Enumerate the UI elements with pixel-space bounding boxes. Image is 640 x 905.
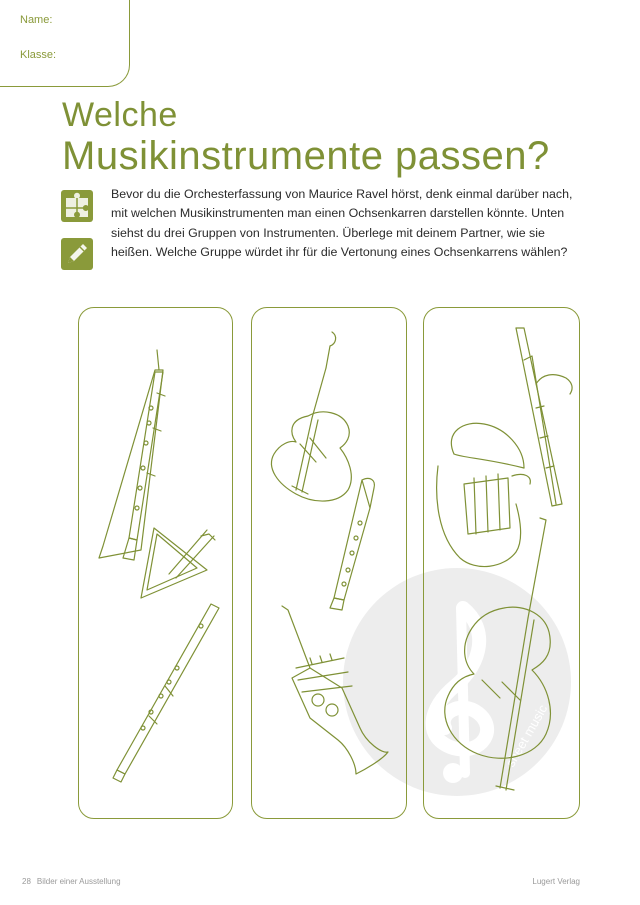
publisher-name: Lugert Verlag <box>532 877 580 886</box>
footer-left <box>22 877 121 886</box>
bassoon-drawing <box>516 328 572 506</box>
class-label: Klasse: <box>20 49 57 61</box>
page-number: 28 <box>22 877 31 886</box>
violin-drawing <box>271 332 351 501</box>
puzzle-icon <box>61 190 93 222</box>
name-class-box <box>0 0 130 87</box>
instrument-group-1 <box>78 307 233 819</box>
instruction-text: Bevor du die Orchesterfassung von Maurice Ravel hörst, denk einmal darüber nach, mit welchen Musikinstrumenten man einen Ochsenkarren darstellen könnte. Unten siehst du drei Gruppen von Instrumenten. Überlege mit deinem Partner, wie sie heißen. Welche Gruppe würdet ihr für die Vertonung eines Ochsenkarrens wählen? <box>111 187 573 259</box>
pencil-icon <box>61 238 93 270</box>
instrument-group-2 <box>251 307 407 819</box>
book-title: Bilder einer Ausstellung <box>36 877 121 886</box>
tuba-drawing <box>437 423 531 566</box>
instrument-group-3 <box>423 307 580 819</box>
page-title-line1: Welche <box>62 96 178 134</box>
flute-drawing <box>113 604 219 782</box>
watermark-text: sheet music <box>502 701 551 770</box>
triangle-drawing <box>141 528 215 598</box>
name-label: Name: <box>20 14 53 26</box>
page-title-line2: Musikinstrumente passen? <box>62 134 550 178</box>
trumpet-drawing <box>282 606 388 774</box>
